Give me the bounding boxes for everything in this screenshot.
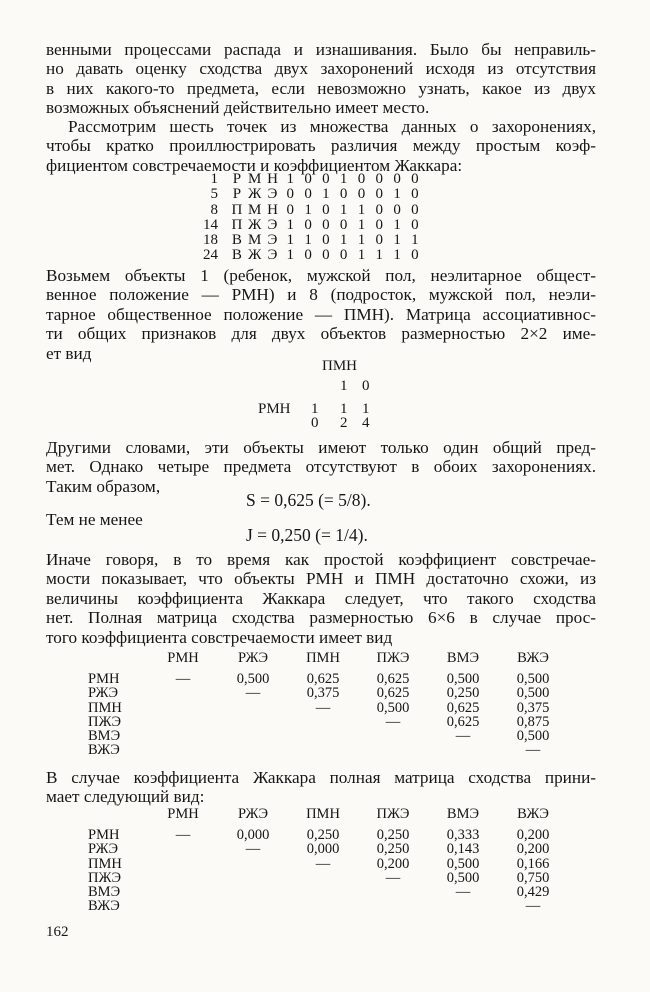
- matrix-cell: 0,250: [376, 827, 410, 843]
- text-line: В случае коэффициента Жаккара полная матрица сходства прини-: [46, 768, 596, 787]
- code-bit: 0: [304, 186, 312, 203]
- matrix-row: [88, 672, 568, 686]
- matrix-cell: [288, 729, 358, 743]
- matrix-column-header: РМН: [167, 650, 199, 666]
- code-letter: М: [248, 201, 262, 218]
- code-bit: 0: [322, 171, 330, 187]
- object-number: 1: [210, 171, 218, 187]
- matrix-cell: 0,500: [446, 671, 480, 687]
- matrix-column-header: ПЖЭ: [376, 806, 410, 822]
- matrix-cell: 0,200: [516, 827, 550, 843]
- object-number: 8: [210, 201, 218, 218]
- matrix-cell: [218, 743, 288, 757]
- matrix-row: [88, 899, 568, 913]
- code-bit: 1: [304, 232, 312, 249]
- text-line: тарное общественное положение — ПМН). Матрица ассоциативнос-: [46, 304, 596, 324]
- matrix-row: [88, 871, 568, 885]
- matrix-cell: 0,200: [516, 841, 550, 858]
- paragraph-intro: [46, 40, 596, 118]
- matrix-cell: 0,333: [446, 827, 480, 843]
- matrix-cell: 0,500: [516, 728, 550, 745]
- code-bit: 0: [322, 247, 330, 264]
- code-bit: 1: [393, 216, 401, 233]
- matrix-cell: [288, 871, 358, 885]
- code-bit: 0: [322, 232, 330, 249]
- matrix-cell: 0,250: [446, 685, 480, 702]
- code-row: [190, 233, 424, 248]
- text-line: венное положение — РМН) и 8 (подросток, мужской пол, неэли-: [46, 285, 596, 305]
- code-letter: М: [248, 232, 262, 249]
- matrix-row: [88, 715, 568, 729]
- matrix-cell: [218, 871, 288, 885]
- code-bit: 0: [411, 201, 419, 218]
- code-bit: 0: [411, 186, 419, 203]
- code-letter: Н: [267, 201, 278, 218]
- text-line: фициентом совстречаемости и коэффициентом Жаккара:: [46, 155, 463, 175]
- matrix-row-label: ПЖЭ: [88, 713, 122, 730]
- code-bit: 0: [286, 201, 295, 218]
- code-letter: Э: [267, 186, 278, 203]
- matrix-cell: —: [245, 841, 261, 858]
- matrix-cell: 2: [340, 415, 348, 431]
- matrix-column-header: ВМЭ: [446, 650, 480, 666]
- matrix-column-header: ВЖЭ: [517, 650, 549, 666]
- text-line: Иначе говоря, в то время как простой коэффициент совстречае-: [46, 550, 596, 569]
- code-bit: 0: [393, 171, 401, 187]
- matrix-cell: [148, 899, 218, 913]
- matrix-row: [88, 686, 568, 700]
- code-bit: 0: [304, 216, 312, 233]
- matrix-cell: [148, 701, 218, 715]
- matrix-cell: —: [245, 685, 261, 702]
- paragraph-six-points: [46, 117, 596, 175]
- code-letter: Э: [267, 216, 278, 233]
- matrix-cell: [148, 743, 218, 757]
- code-bit: 1: [339, 171, 348, 187]
- code-bit: 0: [375, 232, 384, 249]
- matrix-cell: —: [525, 742, 541, 759]
- matrix-cell: 0: [311, 415, 319, 431]
- matrix-row: [88, 857, 568, 871]
- code-bit: 0: [375, 201, 384, 218]
- code-row: [190, 203, 424, 218]
- matrix-column-header: РЖЭ: [237, 650, 269, 666]
- matrix-cell: [428, 899, 498, 913]
- matrix-row: [88, 743, 568, 757]
- code-bit: 0: [322, 201, 330, 218]
- matrix-cell: [218, 715, 288, 729]
- matrix-cell: —: [455, 884, 471, 901]
- code-letter: М: [248, 171, 262, 187]
- formula-simple-coefficient: S = 0,625 (= 5/8).: [246, 490, 371, 510]
- matrix-cell: [148, 842, 218, 856]
- object-number: 24: [203, 247, 218, 264]
- matrix-cell: [218, 701, 288, 715]
- matrix-cell: 1: [362, 401, 370, 417]
- matrix-column-header: ПМН: [306, 650, 340, 666]
- matrix-cell: —: [175, 671, 191, 687]
- code-letter: Э: [267, 247, 278, 264]
- matrix-cell: [148, 715, 218, 729]
- matrix-cell: 0,625: [446, 713, 480, 730]
- matrix-row-label: ПМН: [88, 855, 122, 872]
- code-bit: 0: [375, 216, 384, 233]
- matrix-cell: —: [525, 898, 541, 915]
- text-line: но давать оценку сходства двух захоронений исходя из отсутствия: [46, 59, 596, 79]
- code-row: [190, 172, 424, 187]
- text-line: мает следующий вид:: [46, 787, 205, 807]
- matrix-cell: [288, 743, 358, 757]
- matrix-row-label: ВЖЭ: [88, 742, 120, 759]
- code-bit: 1: [286, 232, 295, 249]
- similarity-matrix-jaccard: [88, 806, 568, 914]
- matrix-col-label: ПМН: [322, 358, 358, 374]
- code-bit: 0: [339, 186, 348, 203]
- text-line: мости показывает, что объекты РМН и ПМН достаточно схожи, из: [46, 569, 596, 589]
- matrix-cell: —: [315, 699, 331, 716]
- code-bit: 1: [286, 171, 295, 187]
- matrix-cell: [288, 899, 358, 913]
- code-bit: 0: [357, 186, 366, 203]
- text-line: величины коэффициента Жаккара следует, что такого сходства: [46, 588, 596, 608]
- object-number: 14: [203, 216, 218, 233]
- matrix-header-row: [88, 806, 568, 828]
- matrix-cell: 0,000: [236, 827, 270, 843]
- code-bit: 0: [339, 247, 348, 264]
- matrix-cell: [218, 729, 288, 743]
- matrix-cell: [218, 885, 288, 899]
- similarity-matrix-simple: [88, 650, 568, 758]
- matrix-cell: —: [385, 869, 401, 886]
- text-line: в них какого-то предмета, если невозможно узнать, какое из двух: [46, 78, 596, 98]
- code-bit: 0: [411, 247, 419, 264]
- matrix-cell: 0,875: [516, 713, 550, 730]
- matrix-row-label: РЖЭ: [88, 685, 119, 702]
- page-number: 162: [46, 924, 69, 940]
- text-line: ти общих признаков для двух объектов размерностью 2×2 име-: [46, 324, 596, 344]
- code-letter: Р: [232, 186, 242, 203]
- code-bit: 1: [286, 247, 295, 264]
- paragraph-otherwise: [46, 550, 596, 647]
- code-row: [190, 248, 424, 263]
- matrix-cell: [288, 885, 358, 899]
- matrix-cell: 0,500: [376, 699, 410, 716]
- matrix-cell: 0,500: [516, 671, 550, 687]
- matrix-row-label: ПЖЭ: [88, 869, 122, 886]
- code-bit: 0: [375, 171, 384, 187]
- matrix-row-label: ВМЭ: [88, 728, 121, 745]
- text-line: мет. Однако четыре предмета отсутствуют в обоих захоронениях.: [46, 457, 596, 477]
- matrix-cell: 0,000: [306, 841, 340, 858]
- code-bit: 0: [286, 186, 295, 203]
- matrix-cell: [358, 899, 428, 913]
- matrix-cell: [358, 885, 428, 899]
- code-letter: П: [231, 216, 243, 233]
- matrix-row-label: ВМЭ: [88, 884, 121, 901]
- code-bit: 1: [375, 247, 384, 264]
- matrix-cell: 0,625: [306, 671, 340, 687]
- code-row: [190, 218, 424, 233]
- code-bit: 1: [357, 247, 366, 264]
- code-bit: 0: [375, 186, 384, 203]
- code-letter: Ж: [247, 186, 262, 203]
- code-bit: 0: [304, 247, 312, 264]
- matrix-cell: [218, 857, 288, 871]
- code-bit: 1: [357, 216, 366, 233]
- text-line: венными процессами распада и изнашивания. Было бы неправиль-: [46, 40, 596, 59]
- matrix-cell: —: [175, 827, 191, 843]
- text-line: возможных объяснений действительно имеет место.: [46, 98, 430, 118]
- code-letter: Э: [267, 232, 278, 249]
- matrix-cell: 0,429: [516, 884, 550, 901]
- code-bit: 0: [411, 171, 419, 187]
- matrix-row-label: РМН: [88, 827, 120, 843]
- matrix-header-row: [88, 650, 568, 672]
- code-letter: Ж: [247, 247, 262, 264]
- code-letter: В: [231, 247, 242, 264]
- paragraph-common-items: [46, 438, 596, 496]
- matrix-cell: 0,200: [376, 855, 410, 872]
- matrix-row-label: РМН: [88, 671, 120, 687]
- matrix-cell: —: [385, 713, 401, 730]
- matrix-cell: 0,625: [446, 699, 480, 716]
- matrix-cell: 4: [362, 415, 370, 431]
- code-letter: В: [231, 232, 242, 249]
- code-bit: 1: [286, 216, 295, 233]
- code-letter: Ж: [247, 216, 262, 233]
- matrix-row: [88, 701, 568, 715]
- text-line: того коэффициента совстречаемости имеет вид: [46, 627, 393, 647]
- matrix-column-header: ВЖЭ: [517, 806, 549, 822]
- matrix-column-header: ВМЭ: [446, 806, 480, 822]
- text-line: Тем не менее: [46, 510, 143, 529]
- matrix-cell: 0,625: [376, 671, 410, 687]
- matrix-cell: [358, 729, 428, 743]
- matrix-cell: [148, 686, 218, 700]
- formula-jaccard-coefficient: J = 0,250 (= 1/4).: [246, 525, 368, 545]
- text-line: ет вид: [46, 343, 92, 363]
- code-bit: 1: [393, 232, 401, 249]
- text-line: чтобы кратко проиллюстрировать различия между простым коэф-: [46, 136, 596, 156]
- matrix-col-header: 0: [362, 378, 370, 394]
- code-bit: 1: [339, 201, 348, 218]
- code-bit: 1: [411, 232, 419, 249]
- matrix-cell: 0,250: [376, 841, 410, 858]
- matrix-cell: 1: [311, 401, 319, 417]
- matrix-column-header: ПМН: [306, 806, 340, 822]
- code-bit: 0: [411, 216, 419, 233]
- matrix-row-label: РМН: [258, 401, 291, 417]
- matrix-cell: 0,625: [376, 685, 410, 702]
- code-bit: 1: [393, 247, 401, 264]
- matrix-cell: 0,166: [516, 855, 550, 872]
- text-line: Другими словами, эти объекты имеют только один общий пред-: [46, 438, 596, 457]
- matrix-col-header: 1: [340, 378, 348, 394]
- matrix-column-header: ПЖЭ: [376, 650, 410, 666]
- matrix-cell: 0,500: [516, 685, 550, 702]
- matrix-cell: 0,250: [306, 827, 340, 843]
- matrix-row: [88, 842, 568, 856]
- matrix-column-header: РМН: [167, 806, 199, 822]
- matrix-cell: 0,750: [516, 869, 550, 886]
- matrix-cell: 0,500: [446, 855, 480, 872]
- matrix-cell: —: [455, 728, 471, 745]
- text-line: Рассмотрим шесть точек из множества данных о захоронениях,: [68, 117, 596, 136]
- text-line: нет. Полная матрица сходства размерностью 6×6 в случае прос-: [46, 608, 596, 628]
- matrix-cell: 0,500: [236, 671, 270, 687]
- text-line: Возьмем объекты 1 (ребенок, мужской пол, неэлитарное общест-: [46, 266, 596, 285]
- code-bit: 1: [339, 232, 348, 249]
- code-bit: 0: [339, 216, 348, 233]
- code-bit: 1: [357, 232, 366, 249]
- code-bit: 1: [357, 201, 366, 218]
- matrix-column-header: РЖЭ: [237, 806, 269, 822]
- object-number: 18: [203, 232, 218, 249]
- matrix-cell: 0,500: [446, 869, 480, 886]
- matrix-row: [88, 885, 568, 899]
- code-bit: 0: [322, 216, 330, 233]
- code-bit: 0: [393, 201, 401, 218]
- matrix-row: [88, 729, 568, 743]
- code-bit: 1: [304, 201, 312, 218]
- matrix-cell: [148, 871, 218, 885]
- code-bit: 1: [322, 186, 330, 203]
- object-codes-table: [190, 172, 424, 264]
- code-bit: 0: [357, 171, 366, 187]
- paragraph-objects-1-8: [46, 266, 596, 363]
- object-number: 5: [210, 186, 218, 203]
- paragraph-jaccard-matrix: [46, 768, 596, 807]
- matrix-cell: —: [315, 855, 331, 872]
- matrix-row-label: ПМН: [88, 699, 122, 716]
- code-bit: 1: [393, 186, 401, 203]
- matrix-row-label: РЖЭ: [88, 841, 119, 858]
- code-bit: 0: [304, 171, 312, 187]
- matrix-cell: 0,375: [306, 685, 340, 702]
- matrix-row-label: ВЖЭ: [88, 898, 120, 915]
- matrix-cell: [428, 743, 498, 757]
- matrix-cell: [358, 743, 428, 757]
- matrix-cell: [148, 729, 218, 743]
- matrix-cell: 1: [340, 401, 348, 417]
- matrix-cell: [218, 899, 288, 913]
- code-row: [190, 187, 424, 202]
- matrix-cell: [148, 885, 218, 899]
- matrix-cell: [288, 715, 358, 729]
- code-letter: П: [231, 201, 243, 218]
- matrix-cell: [148, 857, 218, 871]
- matrix-row: [88, 828, 568, 842]
- matrix-cell: 0,375: [516, 699, 550, 716]
- code-letter: Н: [267, 171, 278, 187]
- text-line: Таким образом,: [46, 476, 161, 496]
- code-letter: Р: [232, 171, 242, 187]
- matrix-cell: 0,143: [446, 841, 480, 858]
